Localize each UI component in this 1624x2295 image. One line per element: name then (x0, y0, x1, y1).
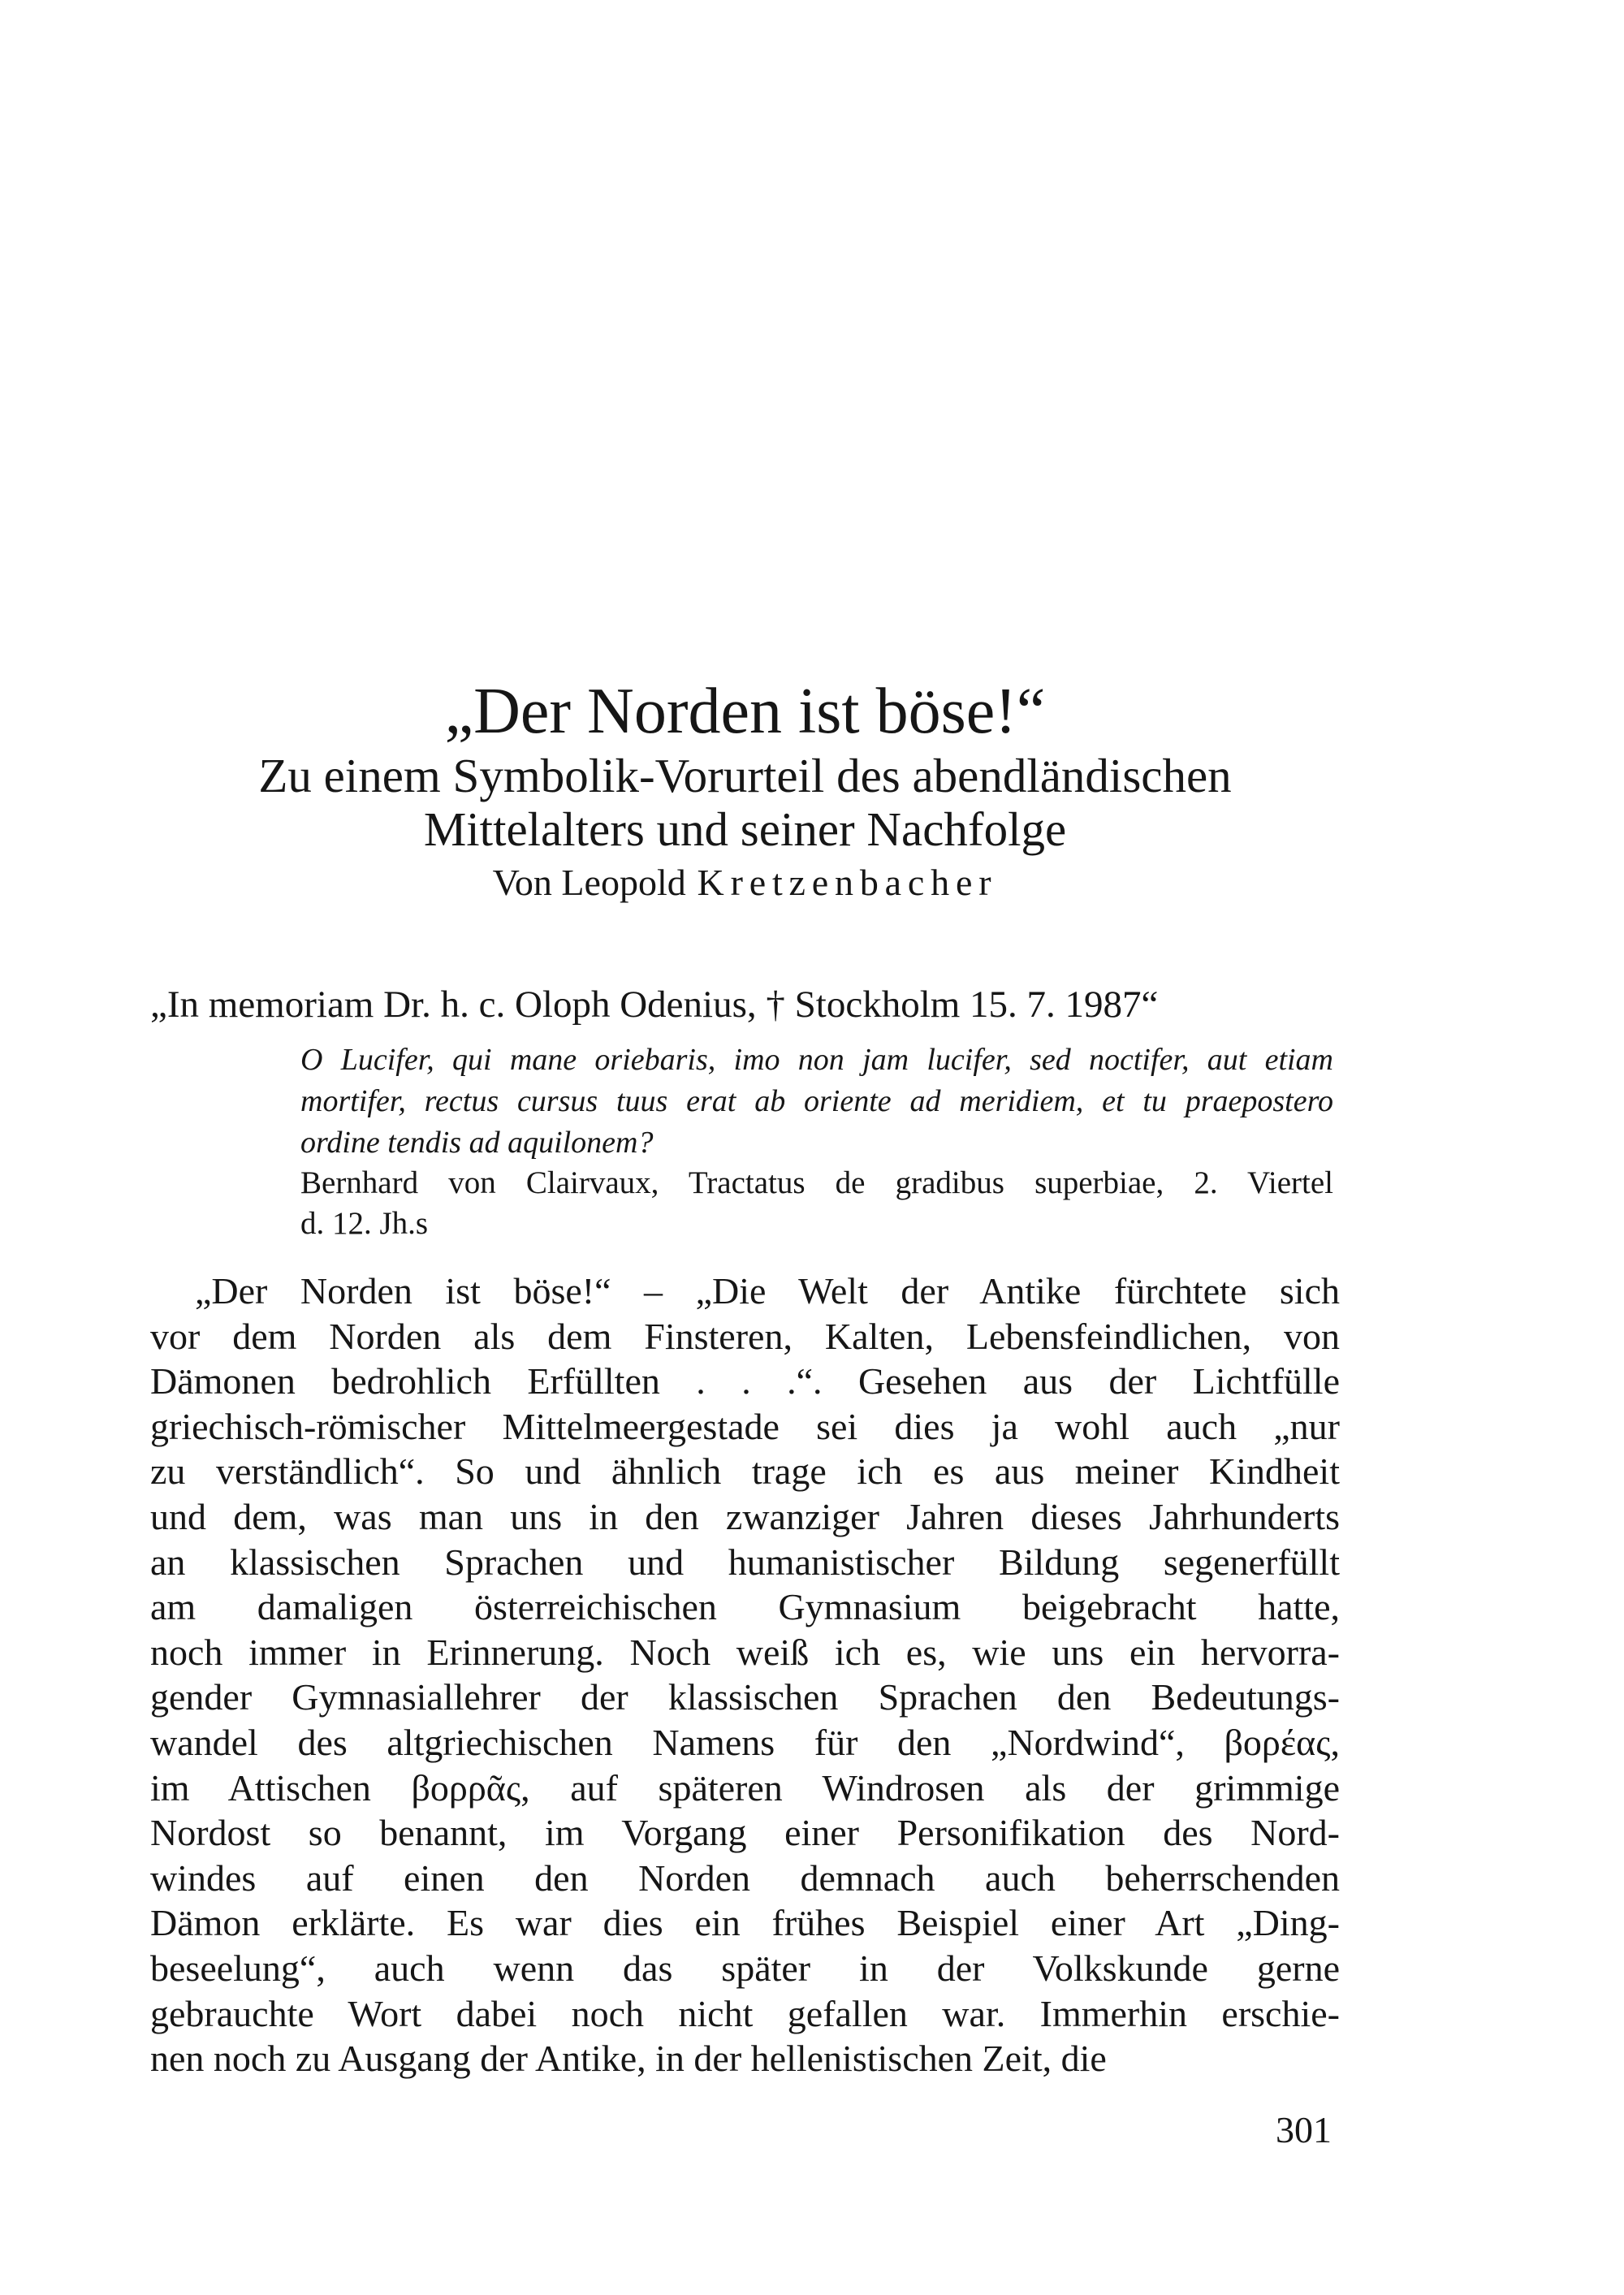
text-column (150, 0, 1340, 2295)
body-line: Dämonen bedrohlich Erfüllten . . .“. Gesehen aus der Lichtfülle (150, 1360, 1340, 1402)
body-line: nen noch zu Ausgang der Antike, in der hellenistischen Zeit, die (150, 2038, 1107, 2080)
body-line: am damaligen österreichischen Gymnasium beigebracht hatte, (150, 1586, 1340, 1628)
article-subtitle (150, 749, 1340, 856)
epigraph-line: ordine tendis ad aquilonem? (300, 1126, 654, 1160)
latin-epigraph (300, 1039, 1333, 1164)
epigraph-line: O Lucifer, qui mane oriebaris, imo non jam lucifer, sed noctifer, aut etiam (300, 1043, 1333, 1077)
body-line: Dämon erklärte. Es war dies ein frühes Beispiel einer Art „Ding- (150, 1902, 1340, 1944)
body-line: griechisch-römischer Mittelmeergestade sei dies ja wohl auch „nur (150, 1405, 1340, 1447)
body-line: beseelung“, auch wenn das später in der Volkskunde gerne (150, 1947, 1340, 1989)
body-line: im Attischen βορρᾶς, auf späteren Windrosen als der grimmige (150, 1766, 1340, 1809)
byline-author-surname: Kretzenbacher (697, 862, 998, 903)
body-line: Nordost so benannt, im Vorgang einer Personifikation des Nord- (150, 1812, 1340, 1854)
body-line: „Der Norden ist böse!“ – „Die Welt der Antike fürchtete sich (195, 1270, 1340, 1312)
epigraph-attribution-line: d. 12. Jh.s (300, 1206, 429, 1241)
epigraph-attribution (300, 1163, 1333, 1244)
article-subtitle-line-1: Zu einem Symbolik-Vorurteil des abendländischen (258, 749, 1232, 802)
body-line: zu verständlich“. So und ähnlich trage ich es aus meiner Kindheit (150, 1450, 1340, 1493)
body-line: und dem, was man uns in den zwanziger Jahren dieses Jahrhunderts (150, 1495, 1340, 1537)
body-line: gebrauchte Wort dabei noch nicht gefallen war. Immerhin erschie- (150, 1992, 1340, 2034)
epigraph-attribution-line: Bernhard von Clairvaux, Tractatus de gradibus superbiae, 2. Viertel (300, 1165, 1333, 1200)
article-title: „Der Norden ist böse!“ (444, 676, 1046, 747)
body-line: windes auf einen den Norden demnach auch beherrschenden (150, 1856, 1340, 1899)
page-number: 301 (1276, 2109, 1332, 2150)
body-paragraph (150, 1269, 1340, 2081)
article-subtitle-line-2: Mittelalters und seiner Nachfolge (423, 802, 1067, 856)
dedication-line: „In memoriam Dr. h. c. Oloph Odenius, † Stockholm 15. 7. 1987“ (150, 983, 1159, 1026)
body-line: gender Gymnasiallehrer der klassischen Sprachen den Bedeutungs- (150, 1676, 1340, 1718)
body-line: vor dem Norden als dem Finsteren, Kalten, Lebensfeindlichen, von (150, 1315, 1340, 1357)
byline (150, 862, 1340, 904)
body-line: an klassischen Sprachen und humanistischer Bildung segenerfüllt (150, 1541, 1340, 1583)
epigraph-line: mortifer, rectus cursus tuus erat ab oriente ad meridiem, et tu praepostero (300, 1084, 1333, 1118)
body-line: wandel des altgriechischen Namens für den „Nordwind“, βορέας, (150, 1721, 1340, 1763)
byline-prefix: Von Leopold (492, 862, 686, 903)
body-line: noch immer in Erinnerung. Noch weiß ich es, wie uns ein hervorra- (150, 1631, 1340, 1673)
